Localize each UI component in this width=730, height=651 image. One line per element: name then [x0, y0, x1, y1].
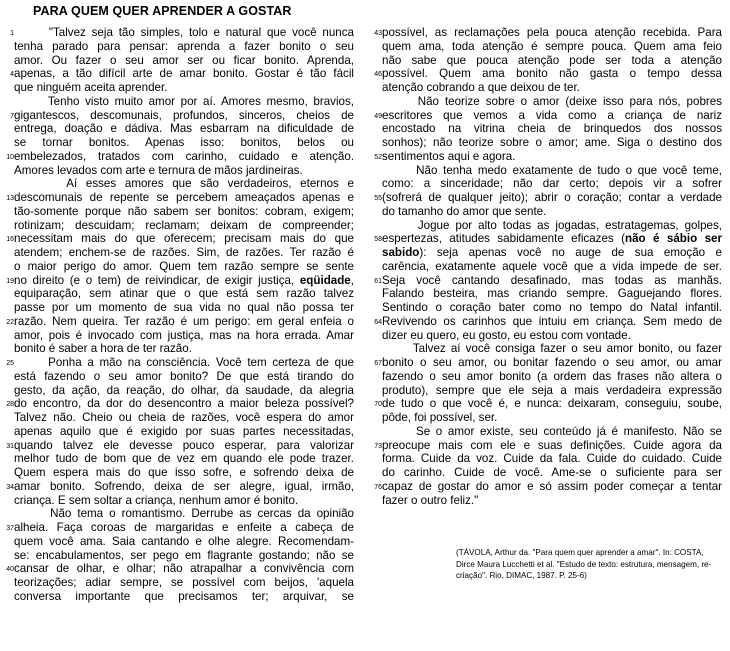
citation: (TÁVOLA, Arthur da. "Para quem quer aprender a amar". In: COSTA, Dirce Maura Lucchetti et al. "Estudo de texto: estrutura, mensagem, re-criação". Rio, DIMAC, 1987. P. 25-6)	[456, 548, 712, 580]
text-line	[368, 287, 730, 301]
line-text: Seja você cantando desafinado, mas todas as manhãs.	[382, 273, 722, 287]
line-text: que ninguém aceita aprender.	[14, 81, 168, 94]
line-number: 37	[6, 525, 14, 532]
text-line	[0, 507, 362, 521]
text-line	[368, 301, 730, 315]
text-line	[0, 122, 362, 136]
line-text: Sentindo o coração bater como no tempo do Natal infantil.	[382, 301, 722, 314]
text-line	[368, 425, 730, 439]
line-text: espertezas, atitudes sabidamente eficazes (não é sábio ser	[382, 232, 722, 246]
line-text: teorizações; adiar sempre, se possível com beijos, 'aquela	[14, 576, 354, 589]
line-text: preocupe mais com ele e suas definições. Cuide agora da	[382, 438, 722, 452]
text-line	[0, 54, 362, 68]
text-line	[368, 315, 730, 329]
page-title: PARA QUEM QUER APRENDER A GOSTAR	[33, 4, 292, 18]
line-text: dizer eu quero, eu gosto, eu estou com vontade.	[382, 328, 631, 342]
text-line	[0, 136, 362, 150]
line-text: alheia. Faça coroas de margaridas e enfeite a cabeça de	[14, 521, 354, 534]
text-line	[0, 535, 362, 549]
line-text: apenas aquilo que é exigido por suas partes necessitadas,	[14, 424, 354, 438]
line-text: bonito é saber a hora de ter razão.	[14, 342, 192, 356]
line-text: Quem espera mais do que isso sofre, e sofrendo deixa de	[14, 466, 354, 479]
text-line	[368, 67, 730, 81]
text-line	[368, 136, 730, 150]
line-text: Jogue por alto todas as jogadas, estratagemas, golpes,	[382, 218, 722, 232]
line-text: fazendo o seu amor bonito (a ordem das frases não altera o	[382, 369, 722, 383]
text-line	[0, 274, 362, 288]
line-text: como: a sinceridade; não dar certo; depois vir a sofrer	[382, 177, 722, 191]
text-line	[0, 590, 362, 604]
line-number: 16	[6, 236, 14, 244]
text-line	[368, 164, 730, 178]
line-text: amor, pois é invocado com justiça, mas na hora errada. Amar	[14, 328, 354, 342]
text-line	[0, 219, 362, 233]
text-line	[0, 397, 362, 411]
text-line	[368, 397, 730, 411]
text-line	[368, 54, 730, 68]
text-line	[368, 260, 730, 274]
text-line	[368, 205, 730, 219]
line-text: pôde, foi possível, ser.	[382, 411, 498, 424]
line-text: tenha parado para pensar: aprenda a fazer bonito o seu	[14, 39, 354, 53]
line-number: 7	[10, 112, 14, 120]
line-text: capaz de gostar do amor e só assim poder começar a tentar	[382, 479, 722, 493]
line-text: se: encabulamentos, ser pego em flagrante gostando; não se	[14, 548, 354, 562]
line-text: Revivendo os carinhos que intuiu em criança. Sem medo de	[382, 314, 722, 328]
line-text: cansar de olhar, e olhar; não atrapalhar a convivência com	[14, 562, 354, 576]
line-text: Se o amor existe, seu conteúdo já é manifesto. Não se	[382, 424, 722, 438]
line-number: 10	[6, 153, 14, 161]
text-line	[368, 40, 730, 54]
line-text: rotinizam; descuidam; reclamam; deixam de compreender;	[14, 218, 354, 232]
line-text: melhor tudo de bom que de vez em quando ele pode trazer.	[14, 452, 354, 466]
text-line	[0, 260, 362, 274]
line-text: entrega, doação e dádiva. Mas esbarram na dificuldade de	[14, 122, 354, 136]
text-line	[0, 329, 362, 343]
text-line	[368, 177, 730, 191]
line-number: 28	[6, 401, 14, 409]
line-text: do carinho. Cuide de você. Ame-se o suficiente para ser	[382, 466, 722, 479]
line-number: 4	[10, 71, 14, 79]
text-line	[0, 549, 362, 563]
line-text: embelezados, tratados com carinho, cuidado e atenção.	[14, 149, 354, 163]
text-line	[0, 315, 362, 329]
text-line	[0, 370, 362, 384]
text-line	[368, 329, 730, 343]
text-line	[0, 95, 362, 109]
line-text: sentimentos aqui e agora.	[382, 149, 516, 163]
line-text: (sofrerá de qualquer jeito); abrir o coração; contar a verdade	[382, 191, 722, 204]
text-line	[368, 480, 730, 494]
line-number: 49	[374, 112, 382, 120]
text-line	[0, 384, 362, 398]
text-line	[368, 232, 730, 246]
line-text: gesto, da ação, da reação, do olhar, da saudade, da alegria	[14, 383, 354, 397]
text-line	[0, 521, 362, 535]
text-line	[368, 109, 730, 123]
line-text: gigantescos, descomunais, profundos, sinceros, cheios de	[14, 108, 354, 122]
line-text: não sabe que pouca atenção pode ser toda a atenção	[382, 53, 722, 67]
line-number: 25	[6, 360, 14, 367]
line-text: quem você ama. Saia cantando e olhe alegre. Recomendam-	[14, 534, 354, 548]
text-line	[0, 439, 362, 453]
text-line	[0, 356, 362, 370]
line-text: apenas, a tão difícil arte de amar bonito. Gostar é tão fácil	[14, 67, 354, 81]
text-line	[0, 109, 362, 123]
line-text: se tornar bonitos. Apenas isso: bonitos, belos ou	[14, 136, 354, 149]
line-text: do encontro, da dor do desencontro a maior beleza possível?	[14, 397, 354, 411]
line-text: quando talvez ele devesse pouco esperar, para valorizar	[14, 438, 354, 452]
line-number: 73	[374, 442, 382, 450]
line-text: Talvez aí você consiga fazer o seu amor bonito, ou fazer	[382, 342, 722, 356]
text-line	[368, 342, 730, 356]
line-text: está fazendo o seu amor bonito? De que está tirando do	[14, 369, 354, 383]
line-text: produto), sempre que ele seja a mais verdadeira expressão	[382, 383, 722, 397]
line-text: Tenho visto muito amor por aí. Amores mesmo, bravios,	[14, 94, 354, 108]
line-text: possível, as reclamações pela pouca atenção recebida. Para	[382, 26, 722, 39]
line-text: atenção cobrando a que deixou de ter.	[382, 81, 580, 94]
text-line	[0, 287, 362, 301]
line-text: descomunais de repente se percebem ameaçados apenas e	[14, 191, 354, 204]
text-line	[0, 466, 362, 480]
line-text: do tamanho do amor que sente.	[382, 204, 547, 218]
line-text: necessitam mais do que oferecem; precisam mais do que	[14, 232, 354, 246]
text-line	[0, 301, 362, 315]
line-number: 13	[6, 195, 14, 202]
line-text: "Talvez seja tão simples, tolo e natural que você nunca	[14, 26, 354, 39]
line-text: bonito o seu amor, ou bonitar fazendo o seu amor, ou amar	[382, 356, 722, 369]
line-text: amar bonito. Sofrendo, deixa de ser alegre, igual, irmão,	[14, 479, 354, 493]
line-text: equiparação, sem atinar que o que está sem razão talvez	[14, 287, 354, 301]
line-text: carência, exatamente aquele você que a vida impede de ser.	[382, 259, 722, 273]
line-text: Ponha a mão na consciência. Você tem certeza de que	[14, 356, 354, 369]
line-text: tão-somente porque não sabem ser bonitos: cobram, exigem;	[14, 204, 354, 218]
line-text: Não teorize sobre o amor (deixe isso para nós, pobres	[382, 94, 722, 108]
text-line	[0, 480, 362, 494]
text-line	[0, 452, 362, 466]
text-line	[368, 411, 730, 425]
text-line	[0, 81, 362, 95]
line-number: 61	[374, 277, 382, 285]
line-text: forma. Cuide da voz. Cuide da fala. Cuide do cuidado. Cuide	[382, 452, 722, 466]
line-text: Não tema o romantismo. Derrube as cercas da opinião	[14, 507, 354, 521]
text-line	[368, 439, 730, 453]
text-line	[0, 246, 362, 260]
line-number: 46	[374, 71, 382, 79]
text-line	[0, 494, 362, 508]
text-line	[368, 150, 730, 164]
line-text: encostado na vitrina cheia de brinquedos dos nossos	[382, 122, 722, 136]
line-text: atendem; enchem-se de razões. Sim, de razões. Ter razão é	[14, 246, 354, 259]
text-line	[0, 150, 362, 164]
line-text: o maior perigo do amor. Quem tem razão sempre se sente	[14, 259, 354, 273]
line-number: 52	[374, 153, 382, 161]
line-number: 43	[374, 30, 382, 37]
line-text: sabido): seja apenas você no auge de sua emoção e	[382, 246, 722, 259]
text-line	[0, 232, 362, 246]
line-text: amor. Ou fazer o seu amor ser ou ficar bonito. Aprenda,	[14, 53, 354, 67]
text-line	[368, 466, 730, 480]
line-number: 40	[6, 566, 14, 574]
line-text: passe por um momento de sua vida no qual não possa ter	[14, 301, 354, 314]
text-line	[0, 411, 362, 425]
line-text: Talvez não. Cheio ou cheia de razões, você espera do amor	[14, 411, 354, 424]
text-line	[368, 122, 730, 136]
text-line	[0, 164, 362, 178]
line-text: sonhos); não teorize sobre o amor; ame. Siga o destino dos	[382, 136, 722, 149]
text-line	[0, 26, 362, 40]
text-line	[368, 274, 730, 288]
text-line	[368, 370, 730, 384]
left-column	[0, 26, 362, 604]
line-number: 67	[374, 360, 382, 367]
text-line	[368, 384, 730, 398]
line-number: 76	[374, 483, 382, 491]
line-text: Aí esses amores que são verdadeiros, eternos e	[14, 177, 354, 191]
text-line	[368, 246, 730, 260]
text-line	[0, 576, 362, 590]
text-line	[0, 205, 362, 219]
text-line	[0, 191, 362, 205]
line-text: no direito (e o tem) de reivindicar, de exigir justiça, eqüidade,	[14, 273, 354, 287]
line-number: 22	[6, 318, 14, 326]
line-text: Amores levados com arte e ternura de mãos jardineiras.	[14, 163, 303, 177]
text-line	[368, 26, 730, 40]
line-number: 1	[10, 30, 14, 37]
line-number: 19	[6, 277, 14, 285]
text-line	[368, 452, 730, 466]
text-line	[0, 425, 362, 439]
line-number: 34	[6, 483, 14, 491]
line-text: fazer o outro feliz."	[382, 493, 479, 507]
text-line	[368, 95, 730, 109]
text-line	[368, 191, 730, 205]
text-line	[0, 177, 362, 191]
line-number: 31	[6, 442, 14, 450]
line-number: 58	[374, 236, 382, 244]
line-text: Não tenha medo exatamente de tudo o que você teme,	[382, 163, 722, 177]
text-line	[368, 494, 730, 508]
text-line	[0, 342, 362, 356]
line-number: 64	[374, 318, 382, 326]
text-line	[368, 81, 730, 95]
line-number: 55	[374, 195, 382, 202]
text-line	[0, 562, 362, 576]
text-line	[368, 356, 730, 370]
line-text: possível. Quem ama bonito não gasta o tempo dessa	[382, 67, 722, 81]
text-line	[0, 40, 362, 54]
line-text: quem ama, toda atenção é sempre pouca. Quem ama feio	[382, 39, 722, 53]
line-text: razão. Nem queira. Ter razão é um perigo: em geral enfeia o	[14, 314, 354, 328]
line-text: conversa importante que precisamos ter; arquivar, se	[14, 589, 354, 603]
line-text: de tudo o que você é, e nunca: deixaram, conseguiu, soube,	[382, 397, 722, 411]
text-line	[368, 219, 730, 233]
line-text: Falando besteira, mas criando sempre. Gaguejando flores.	[382, 287, 722, 301]
line-text: escritores que vemos a vida como a criança de nariz	[382, 108, 722, 122]
line-number: 70	[374, 401, 382, 409]
text-line	[0, 67, 362, 81]
line-text: criança. E sem soltar a criança, nenhum amor é bonito.	[14, 493, 299, 507]
right-column	[368, 26, 730, 507]
